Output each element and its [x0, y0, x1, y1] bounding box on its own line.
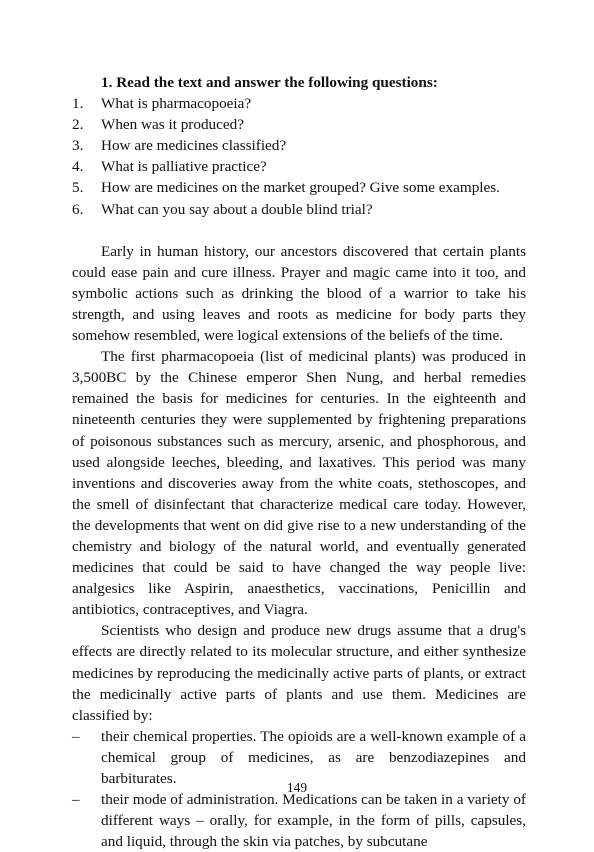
question-item: [72, 177, 526, 198]
question-number: 3.: [72, 137, 84, 155]
question-text: What is palliative practice?: [101, 158, 267, 176]
question-number: 2.: [72, 116, 84, 134]
question-item: [72, 114, 526, 135]
question-item: [72, 156, 526, 177]
page-body: [72, 72, 526, 852]
classification-text: their chemical properties. The opioids are a well-known example of a chemical group of medicines, as are benzodiazepines and barbiturates.: [101, 727, 526, 787]
question-number: 5.: [72, 179, 84, 197]
classification-item: [72, 789, 526, 852]
page-number: 149: [286, 780, 308, 795]
question-number: 6.: [72, 200, 84, 218]
question-number: 1.: [72, 95, 84, 113]
question-text: How are medicines on the market grouped? Give some examples.: [101, 179, 500, 197]
question-text: What is pharmacopoeia?: [101, 95, 252, 113]
body-paragraph-1: Early in human history, our ancestors discovered that certain plants could ease pain and cure illness. Prayer and magic came into it too, and symbolic actions such as drinking the blood of a warrior to take his strength, and using leaves and roots as medicine for body parts they somehow resembled, were logical extensions of the beliefs of the time.: [72, 242, 526, 345]
question-text: What can you say about a double blind trial?: [101, 200, 373, 218]
section-spacer: [72, 220, 526, 241]
question-item: [72, 135, 526, 156]
exercise-heading: 1. Read the text and answer the following questions:: [101, 74, 438, 91]
question-text: When was it produced?: [101, 116, 244, 134]
body-paragraph-3: Scientists who design and produce new drugs assume that a drug's effects are directly related to its molecular structure, and either synthesize medicines by reproducing the medicinally active parts of plants, or extract the medicinally active parts of plants and use them. Medicines are classified by:: [72, 622, 526, 724]
body-paragraph-2: The first pharmacopoeia (list of medicinal plants) was produced in 3,500BC by the Chinese emperor Shen Nung, and herbal remedies remained the basis for medicines for centuries. In the eighteenth and nineteenth centuries they were supplemented by frightening preparations of poisonous substances such as mercury, arsenic, and phosphorous, and used alongside leeches, bleeding, and laxatives. This period was many inventions and discoveries away from the white coats, stethoscopes, and the smell of disinfectant that characterize medical care today. However, the developments that went on did give rise to a new understanding of the chemistry and biology of the natural world, and eventually generated medicines that could be said to have changed the way people live: analgesics like Aspirin, anaesthetics, vaccinations, Penicillin and antibiotics, contraceptives, and Viagra.: [72, 348, 526, 619]
question-number: 4.: [72, 158, 84, 176]
classification-text: their mode of administration. Medications can be taken in a variety of different ways – orally, for example, in the form of pills, capsules, and liquid, through the skin via patches, by subcutane: [101, 791, 526, 851]
question-item: [72, 93, 526, 114]
dash-marker: –: [72, 791, 80, 809]
dash-marker: –: [72, 727, 80, 745]
question-list: [72, 93, 526, 220]
question-text: How are medicines classified?: [101, 137, 287, 155]
question-item: [72, 199, 526, 220]
